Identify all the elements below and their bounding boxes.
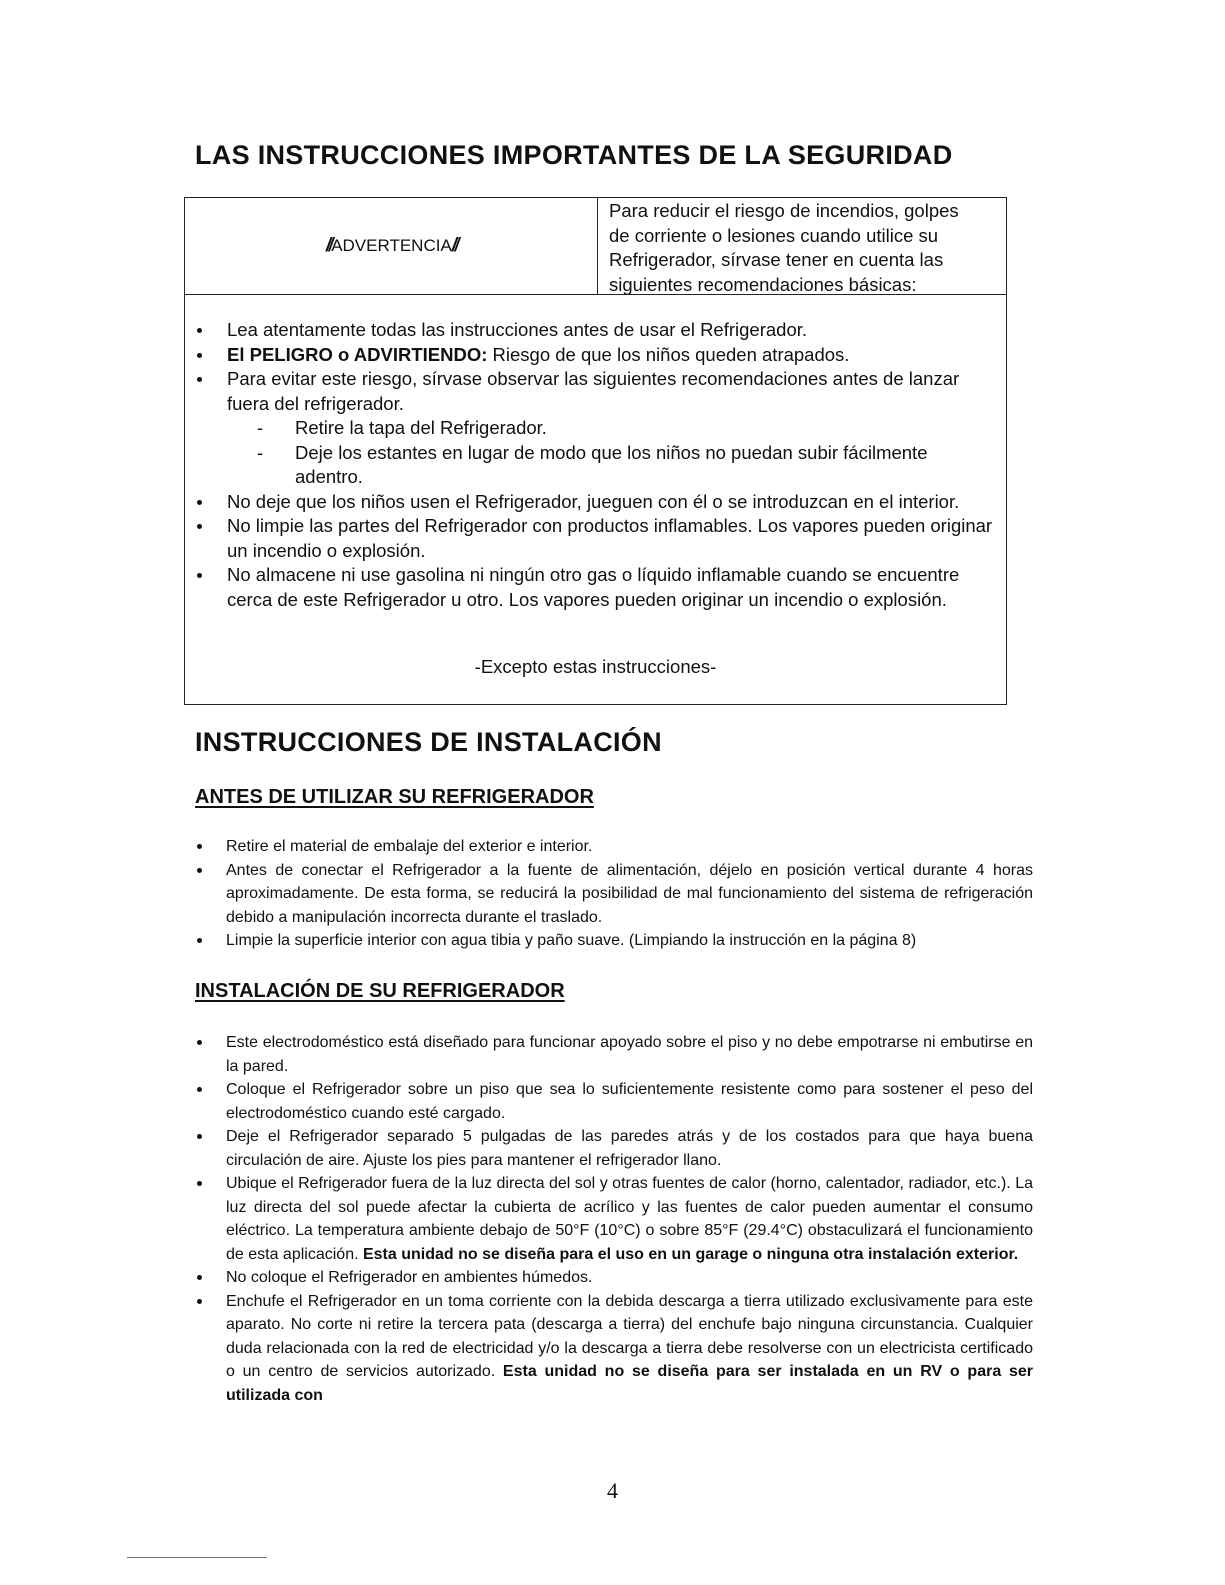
list-item: [195, 367, 995, 490]
sub-list-item: - Retire la tapa del Refrigerador.: [227, 416, 995, 441]
list-item-bold: Esta unidad no se diseña para ser instalada en un RV o para ser utilizada con: [226, 1363, 1034, 1404]
sub-list-item: - Deje los estantes en lugar de modo que los niños no puedan subir fácilmente adentro.: [227, 441, 995, 490]
danger-text: Riesgo de que los niños queden atrapados.: [487, 343, 850, 365]
warning-glyph-left: /̸: [325, 235, 332, 256]
warning-text-cell: [597, 198, 1007, 294]
warning-label: ADVERTENCIA: [331, 236, 452, 255]
warning-text-line: siguientes recomendaciones básicas:: [609, 273, 917, 295]
list-item: No almacene ni use gasolina ni ningún otro gas o líquido inflamable cuando se encuentre cerca de este Refrigerador u otro. Los vapores pueden originar un incendio o explosión.: [195, 563, 995, 612]
list-item: Deje el Refrigerador separado 5 pulgadas de las paredes atrás y de los costados para que haya buena circulación de aire. Ajuste los pies para mantener el refrigerador llano.: [195, 1125, 1033, 1172]
setup-list: [195, 1031, 1033, 1407]
page-number: 4: [607, 1478, 618, 1503]
before-heading: ANTES DE UTILIZAR SU REFRIGERADOR: [195, 786, 594, 808]
warning-header: [185, 198, 1006, 295]
list-item-text: Enchufe el Refrigerador en un toma corriente con la debida descarga a tierra utilizado exclusivamente para este aparato. No corte ni retire la tercera pata (descarga a tierra) del enchufe bajo ninguna circunstancia. Cualquier duda relacionada con la red de electricidad y/o la descarga a tierra debe resolverse con un electricista certificado o un centro de servicios autorizado.: [226, 1292, 1033, 1380]
list-item-bold: Esta unidad no se diseña para el uso en un garage o ninguna otra instalación exterior.: [362, 1245, 1019, 1263]
list-item: Coloque el Refrigerador sobre un piso que sea lo suficientemente resistente como para sostener el peso del electrodoméstico cuando esté cargado.: [195, 1078, 1033, 1125]
list-item: No deje que los niños usen el Refrigerador, jueguen con él o se introduzcan en el interior.: [195, 490, 995, 515]
except-note: -Excepto estas instrucciones-: [474, 656, 717, 677]
list-item-text: Para evitar este riesgo, sírvase observar las siguientes recomendaciones antes de lanzar fuera del refrigerador.: [227, 368, 960, 414]
safety-title: LAS INSTRUCCIONES IMPORTANTES DE LA SEGURIDAD: [195, 140, 953, 170]
sub-list: [227, 416, 995, 490]
list-item: Antes de conectar el Refrigerador a la fuente de alimentación, déjelo en posición vertical durante 4 horas aproximadamente. De esta forma, se reducirá la posibilidad de mal funcionamiento del sistema de refrigeración debido a manipulación incorrecta durante el traslado.: [195, 859, 1033, 930]
setup-heading: INSTALACIÓN DE SU REFRIGERADOR: [195, 980, 565, 1002]
warning-text-line: de corriente o lesiones cuando utilice su: [609, 224, 939, 246]
list-item: [195, 1290, 1033, 1408]
before-list: [195, 835, 1033, 953]
list-item: Lea atentamente todas las instrucciones antes de usar el Refrigerador.: [195, 318, 995, 343]
list-item-text: Ubique el Refrigerador fuera de la luz directa del sol y otras fuentes de calor (horno, calentador, radiador, etc.). La luz directa del sol puede afectar la cubierta de acrílico y las fuentes de calor pueden aumentar el consumo eléctrico. La temperatura ambiente debajo de 50°F (10°C) o sobre 85°F (29.4°C) obstaculizará el funcionamiento de esta aplicación.: [226, 1175, 1033, 1263]
danger-label: El PELIGRO o ADVIRTIENDO:: [227, 343, 488, 365]
install-title: INSTRUCCIONES DE INSTALACIÓN: [195, 727, 662, 757]
list-item: Retire el material de embalaje del exterior e interior.: [195, 835, 1033, 859]
warning-text-line: Refrigerador, sírvase tener en cuenta las: [609, 249, 944, 270]
footer-link-underline[interactable]: [127, 1557, 267, 1558]
list-item: No coloque el Refrigerador en ambientes húmedos.: [195, 1266, 1033, 1290]
safety-list: [195, 318, 995, 612]
list-item: Limpie la superficie interior con agua tibia y paño suave. (Limpiando la instrucción en la página 8): [195, 929, 1033, 953]
list-item: [195, 1172, 1033, 1266]
warning-label-cell: [185, 198, 598, 294]
warning-text-line: Para reducir el riesgo de incendios, golpes: [609, 200, 959, 221]
list-item: No limpie las partes del Refrigerador con productos inflamables. Los vapores pueden originar un incendio o explosión.: [195, 514, 995, 563]
list-item: Este electrodoméstico está diseñado para funcionar apoyado sobre el piso y no debe empotrarse ni embutirse en la pared.: [195, 1031, 1033, 1078]
warning-glyph-right: /̸: [451, 235, 458, 256]
list-item: [195, 343, 995, 368]
